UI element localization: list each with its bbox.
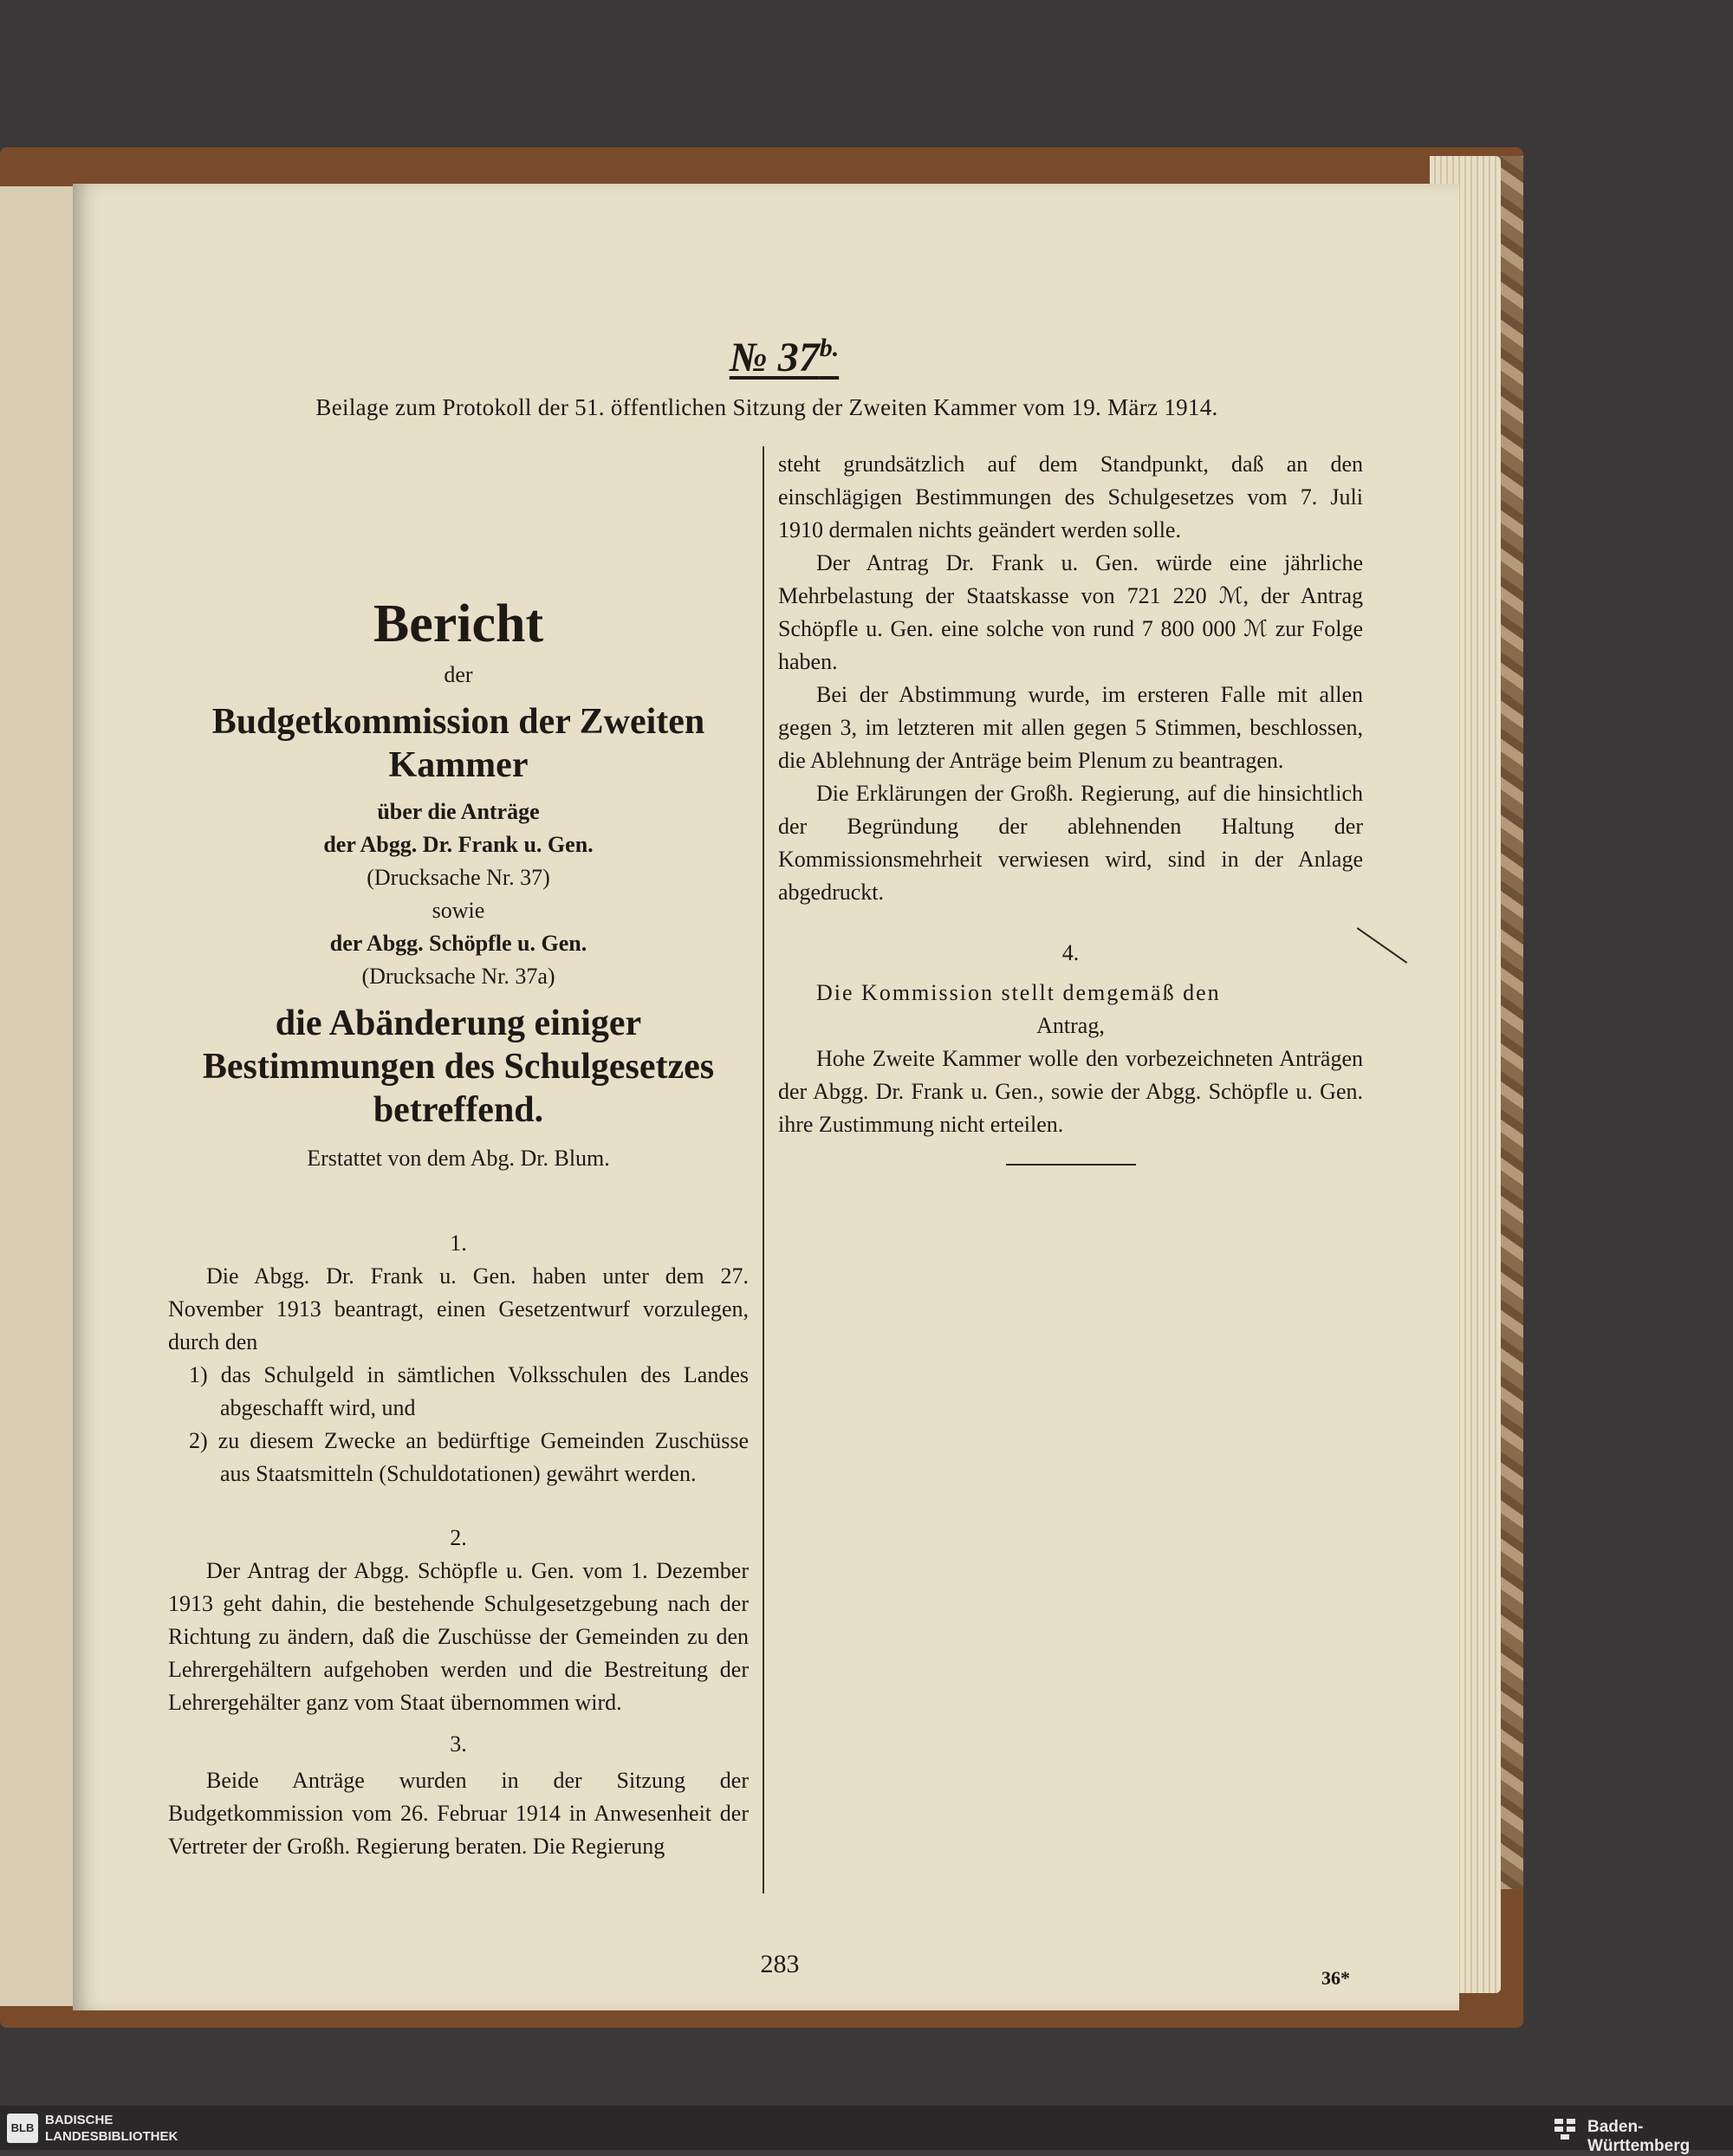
antrag-label: Antrag, <box>1036 1013 1105 1038</box>
document-subtitle: Beilage zum Protokoll der 51. öffentlichen Sitzung der Zweiten Kammer vom 19. März 1914. <box>315 394 1218 420</box>
left-column <box>168 589 749 1863</box>
right-paragraph-2: Der Antrag Dr. Frank u. Gen. würde eine jährliche Mehrbelastung der Staatskasse von 721 220 ℳ, der Antrag Schöpfle u. Gen. eine solche von rund 7 800 000 ℳ zur Folge haben. <box>778 550 1363 674</box>
final-motion: Hohe Zweite Kammer wolle den vorbezeichneten Anträgen der Abgg. Dr. Frank u. Gen., sowie der Abgg. Schöpfle u. Gen. ihre Zustimmung nicht erteilen. <box>778 1046 1363 1137</box>
abgg-frank: der Abgg. Dr. Frank u. Gen. <box>323 832 594 857</box>
ueber-antraege: über die Anträge <box>377 799 540 824</box>
baden-wuerttemberg-lions-icon <box>1553 2115 1579 2141</box>
state-name[interactable]: Baden-Württemberg <box>1587 2118 1691 2155</box>
library-name-line-1: BADISCHE <box>45 2113 114 2127</box>
right-paragraph-3: Bei der Abstimmung wurde, im ersteren Falle mit allen gegen 3, im letzteren mit allen gegen 5 Stimmen, beschlossen, die Ablehnung der Anträge beim Plenum zu beantragen. <box>778 682 1363 773</box>
sowie: sowie <box>432 898 485 923</box>
document-number <box>693 334 875 381</box>
blb-logo-icon[interactable]: BLB <box>7 2114 38 2143</box>
right-paragraph-4: Die Erklärungen der Großh. Regierung, auf die hinsichtlich der Begründung der ablehnenden Haltung der Kommissionsmehrheit verwiesen wird, sind in der Anlage abgedruckt. <box>778 781 1363 905</box>
right-column <box>778 448 1363 1166</box>
section-2-number: 2. <box>450 1525 467 1550</box>
left-page-sliver <box>0 186 75 2006</box>
report-der: der <box>444 662 473 687</box>
column-divider <box>763 446 764 1893</box>
library-name-line-2: LANDESBIBLIOTHEK <box>45 2129 178 2144</box>
page-number: 283 <box>760 1950 800 1978</box>
library-name[interactable] <box>45 2112 178 2145</box>
subject-heading: die Abänderung einiger Bestimmungen des Schulgesetzes betreffend. <box>202 1003 715 1130</box>
document-number-text: № 37 <box>729 334 820 380</box>
section-3-number: 3. <box>450 1731 467 1757</box>
commission-heading: Budgetkommission der Zweiten Kammer <box>211 702 705 785</box>
signature-mark: 36* <box>1321 1967 1350 1989</box>
section-3-text: Beide Anträge wurden in der Sitzung der Budgetkommission vom 26. Februar 1914 in Anwesenheit der Vertreter der Großh. Regierung beraten. Die Regierung <box>168 1768 749 1859</box>
section-1-item-2: 2) zu diesem Zwecke an bedürftige Gemeinden Zuschüsse aus Staatsmitteln (Schuldotationen) gewährt werden. <box>189 1428 749 1486</box>
section-1-number: 1. <box>450 1231 467 1256</box>
drucksache-37a: (Drucksache Nr. 37a) <box>361 964 555 989</box>
viewer-footer <box>0 2106 1733 2155</box>
section-1-text: Die Abgg. Dr. Frank u. Gen. haben unter dem 27. November 1913 beantragt, einen Gesetzentwurf vorzulegen, durch den <box>168 1263 749 1354</box>
section-2-text: Der Antrag der Abgg. Schöpfle u. Gen. vom 1. Dezember 1913 geht dahin, die bestehende Schulgesetzgebung nach der Richtung zu ändern, daß die Zuschüsse der Gemeinden zu den Lehrergehältern aufgehoben werden und die Bestreitung der Lehrergehälter ganz vom Staat übernommen wird. <box>168 1558 749 1715</box>
drucksache-37: (Drucksache Nr. 37) <box>367 865 550 890</box>
abgg-schoepfle: der Abgg. Schöpfle u. Gen. <box>329 931 587 956</box>
reporter-line: Erstattet von dem Abg. Dr. Blum. <box>307 1146 610 1171</box>
document-number-sup: b. <box>819 334 840 362</box>
report-title: Bericht <box>373 594 544 653</box>
section-1-item-1: 1) das Schulgeld in sämtlichen Volksschulen des Landes abgeschafft wird, und <box>189 1362 749 1420</box>
closing-rule <box>1006 1164 1136 1166</box>
section-4-line: Die Kommission stellt demgemäß den <box>816 980 1221 1005</box>
right-paragraph-1: steht grundsätzlich auf dem Standpunkt, daß an den einschlägigen Bestimmungen des Schulgesetzes vom 7. Juli 1910 dermalen nichts geändert werden solle. <box>778 451 1363 542</box>
section-4-number: 4. <box>1061 940 1080 965</box>
